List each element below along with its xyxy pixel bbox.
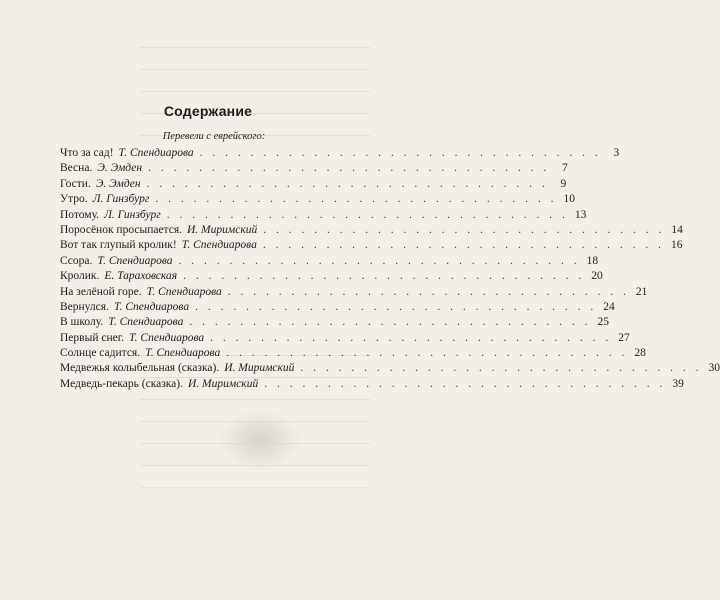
entry-page-number: 18 [586, 254, 599, 267]
entry-title: Медвежья колыбельная (сказка). [60, 362, 220, 375]
translated-note: Перевели с еврейского: [162, 131, 266, 142]
entry-author: Т. Спендиарова [145, 347, 221, 360]
leader-dots: . . . . . . . . . . . . . . . . . . . . . . . . . . . . . . . . [263, 223, 665, 236]
entry-author: И. Миримский [187, 223, 258, 236]
table-of-contents [60, 147, 720, 393]
entry-page-number: 9 [560, 177, 567, 190]
toc-entry [60, 362, 720, 377]
entry-author: Е. Тараховская [104, 270, 178, 283]
leader-dots: . . . . . . . . . . . . . . . . . . . . . . . . . . . . . . . . [199, 147, 602, 159]
toc-entry [60, 270, 603, 285]
entry-author: Э. Эмден [97, 162, 143, 175]
entry-page-number: 21 [635, 285, 648, 298]
entry-title: Вот так глупый кролик! [60, 239, 177, 252]
leader-dots: . . . . . . . . . . . . . . . . . . . . . . . . . . . . . . . . [183, 270, 585, 283]
entry-title: Кролик. [60, 270, 100, 283]
entry-author: И. Миримский [224, 362, 295, 375]
entry-page-number: 27 [618, 331, 630, 344]
entry-page-number: 25 [597, 316, 609, 329]
leader-dots: . . . . . . . . . . . . . . . . . . . . . . . . . . . . . . . . [166, 208, 569, 221]
toc-entry [60, 147, 620, 162]
entry-author: Т. Спендиарова [118, 147, 194, 159]
entry-page-number: 28 [634, 347, 646, 360]
toc-entry [60, 347, 646, 362]
entry-page-number: 39 [672, 377, 684, 390]
leader-dots: . . . . . . . . . . . . . . . . . . . . . . . . . . . . . . . . [195, 300, 597, 313]
toc-entry [60, 162, 568, 177]
entry-page-number: 7 [561, 162, 568, 175]
entry-author: Т. Спендиарова [113, 300, 190, 313]
leader-dots: . . . . . . . . . . . . . . . . . . . . . . . . . . . . . . . . [264, 377, 666, 390]
page-title: Содержание [163, 103, 253, 119]
entry-author: Т. Спендиарова [97, 254, 173, 267]
toc-entry [60, 208, 587, 224]
toc-entry [60, 377, 684, 393]
entry-author: Л. Гинзбург [104, 208, 161, 221]
toc-entry [60, 285, 648, 301]
leader-dots: . . . . . . . . . . . . . . . . . . . . . . . . . . . . . . . . [262, 239, 665, 252]
entry-title: Ссора. [60, 254, 93, 267]
leader-dots: . . . . . . . . . . . . . . . . . . . . . . . . . . . . . . . . [178, 254, 581, 267]
entry-title: Утро. [60, 193, 88, 206]
leader-dots: . . . . . . . . . . . . . . . . . . . . . . . . . . . . . . . . [300, 362, 703, 375]
toc-entry [60, 316, 609, 331]
toc-entry [60, 300, 615, 316]
entry-author: Т. Спендиарова [146, 285, 222, 298]
entry-page-number: 20 [591, 270, 603, 283]
entry-author: И. Миримский [187, 377, 259, 390]
toc-entry [60, 331, 630, 347]
leader-dots: . . . . . . . . . . . . . . . . . . . . . . . . . . . . . . . . [146, 177, 549, 190]
entry-title: Солнце садится. [60, 347, 141, 360]
entry-title: На зелёной горе. [60, 285, 142, 298]
entry-title: Потому. [60, 208, 100, 221]
entry-title: Гости. [60, 177, 91, 190]
toc-entry [60, 193, 575, 208]
entry-title: В школу. [60, 316, 104, 329]
entry-author: Э. Эмден [95, 177, 141, 190]
entry-page-number: 3 [613, 147, 620, 159]
entry-author: Т. Спендиарова [108, 316, 184, 329]
toc-entry [60, 177, 567, 193]
entry-page-number: 30 [708, 362, 720, 375]
entry-author: Т. Спендиарова [181, 239, 257, 252]
leader-dots: . . . . . . . . . . . . . . . . . . . . . . . . . . . . . . . . [155, 193, 557, 206]
entry-author: Т. Спендиарова [129, 331, 205, 344]
leader-dots: . . . . . . . . . . . . . . . . . . . . . . . . . . . . . . . . [226, 347, 628, 360]
toc-entry [60, 223, 683, 239]
entry-title: Поросёнок просыпается. [60, 223, 182, 236]
entry-page-number: 16 [670, 239, 683, 252]
leader-dots: . . . . . . . . . . . . . . . . . . . . . . . . . . . . . . . . [227, 285, 630, 298]
entry-page-number: 10 [563, 193, 575, 206]
leader-dots: . . . . . . . . . . . . . . . . . . . . . . . . . . . . . . . . [189, 316, 591, 329]
entry-title: Медведь-пекарь (сказка). [60, 377, 183, 390]
toc-entry [60, 239, 683, 254]
entry-page-number: 24 [603, 300, 615, 313]
entry-title: Весна. [60, 162, 93, 175]
entry-title: Что за сад! [60, 147, 114, 159]
entry-author: Л. Гинзбург [92, 193, 150, 206]
entry-page-number: 13 [574, 208, 587, 221]
entry-title: Вернулся. [60, 300, 109, 313]
entry-page-number: 14 [671, 223, 683, 236]
leader-dots: . . . . . . . . . . . . . . . . . . . . . . . . . . . . . . . . [148, 162, 550, 175]
leader-dots: . . . . . . . . . . . . . . . . . . . . . . . . . . . . . . . . [210, 331, 612, 344]
toc-entry [60, 254, 599, 270]
entry-title: Первый снег. [60, 331, 125, 344]
